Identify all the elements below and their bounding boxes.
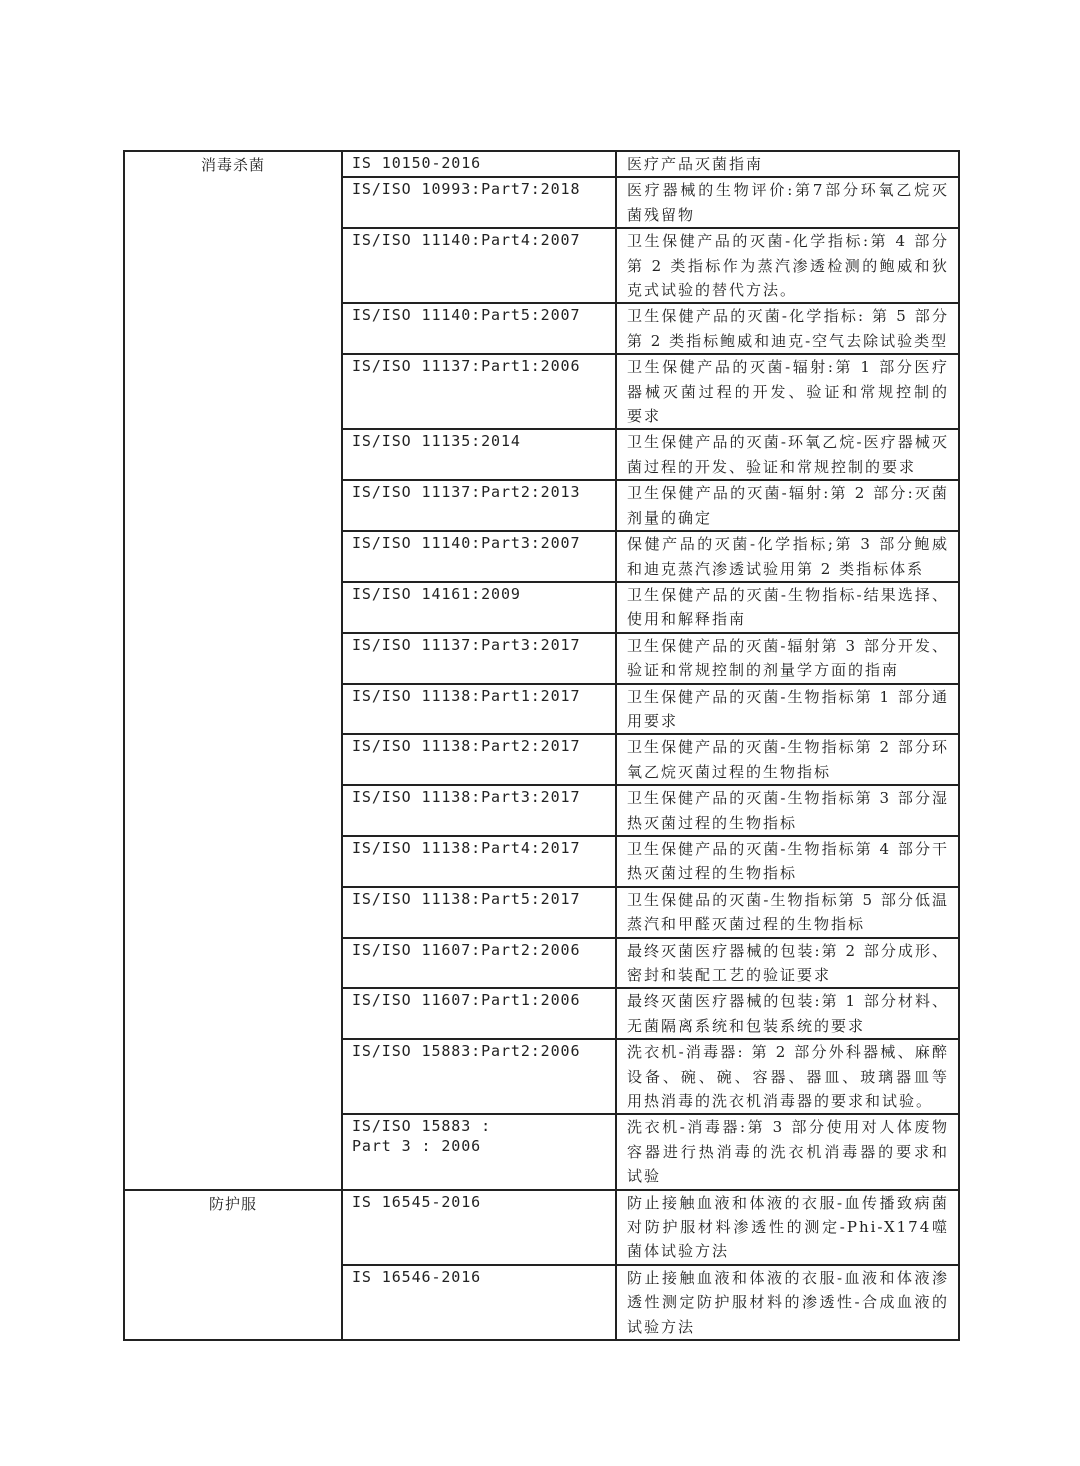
standards-table-body — [124, 151, 959, 1340]
standard-description-cell: 卫生保健产品的灭菌-化学指标:第 4 部分第 2 类指标作为蒸汽渗透检测的鲍威和狄克式试验的替代方法。 — [616, 228, 959, 303]
standard-code-cell: IS/ISO 11138:Part4:2017 — [342, 836, 616, 887]
standard-code-cell: IS/ISO 11137:Part1:2006 — [342, 354, 616, 429]
standard-code-cell: IS/ISO 11607:Part1:2006 — [342, 988, 616, 1039]
standard-description-cell: 防止接触血液和体液的衣服-血液和体液渗透性测定防护服材料的渗透性-合成血液的试验方法 — [616, 1265, 959, 1340]
standard-description-cell: 医疗产品灭菌指南 — [616, 151, 959, 177]
standard-description-cell: 卫生保健品的灭菌-生物指标第 5 部分低温蒸汽和甲醛灭菌过程的生物指标 — [616, 887, 959, 938]
standard-code-cell: IS/ISO 11137:Part2:2013 — [342, 480, 616, 531]
standard-code-cell: IS/ISO 11138:Part2:2017 — [342, 734, 616, 785]
standard-description-cell: 最终灭菌医疗器械的包装:第 1 部分材料、无菌隔离系统和包装系统的要求 — [616, 988, 959, 1039]
standard-code-cell: IS/ISO 15883:Part2:2006 — [342, 1039, 616, 1114]
standard-description-cell: 洗衣机-消毒器:第 3 部分使用对人体废物容器进行热消毒的洗衣机消毒器的要求和试验 — [616, 1114, 959, 1189]
standard-description-cell: 医疗器械的生物评价:第7部分环氧乙烷灭菌残留物 — [616, 177, 959, 228]
standard-description-cell: 卫生保健产品的灭菌-辐射:第 2 部分:灭菌剂量的确定 — [616, 480, 959, 531]
standard-code-cell: IS/ISO 11138:Part1:2017 — [342, 684, 616, 735]
standard-description-cell: 卫生保健产品的灭菌-辐射第 3 部分开发、验证和常规控制的剂量学方面的指南 — [616, 633, 959, 684]
standard-description-cell: 卫生保健产品的灭菌-生物指标-结果选择、使用和解释指南 — [616, 582, 959, 633]
standard-description-cell: 防止接触血液和体液的衣服-血传播致病菌对防护服材料渗透性的测定-Phi-X174噬菌体试验方法 — [616, 1190, 959, 1265]
standard-code-cell: IS/ISO 11140:Part5:2007 — [342, 303, 616, 354]
standard-code-cell: IS/ISO 11138:Part5:2017 — [342, 887, 616, 938]
standard-description-cell: 保健产品的灭菌-化学指标;第 3 部分鲍威和迪克蒸汽渗透试验用第 2 类指标体系 — [616, 531, 959, 582]
standard-description-cell: 卫生保健产品的灭菌-辐射:第 1 部分医疗器械灭菌过程的开发、验证和常规控制的要求 — [616, 354, 959, 429]
standard-description-cell: 卫生保健产品的灭菌-生物指标第 3 部分湿热灭菌过程的生物指标 — [616, 785, 959, 836]
standard-code-cell: IS 10150-2016 — [342, 151, 616, 177]
standard-description-cell: 卫生保健产品的灭菌-化学指标: 第 5 部分第 2 类指标鲍威和迪克-空气去除试验类型 — [616, 303, 959, 354]
standard-description-cell: 卫生保健产品的灭菌-生物指标第 1 部分通用要求 — [616, 684, 959, 735]
standard-code-cell: IS/ISO 10993:Part7:2018 — [342, 177, 616, 228]
category-cell: 消毒杀菌 — [124, 151, 342, 1190]
standard-code-cell: IS/ISO 11138:Part3:2017 — [342, 785, 616, 836]
standard-code-cell: IS 16546-2016 — [342, 1265, 616, 1340]
category-cell: 防护服 — [124, 1190, 342, 1340]
standards-table — [123, 150, 960, 1341]
standard-description-cell: 卫生保健产品的灭菌-生物指标第 2 部分环氧乙烷灭菌过程的生物指标 — [616, 734, 959, 785]
standard-code-cell: IS/ISO 14161:2009 — [342, 582, 616, 633]
standard-code-cell: IS/ISO 11135:2014 — [342, 429, 616, 480]
standard-code-cell: IS 16545-2016 — [342, 1190, 616, 1265]
standard-code-cell: IS/ISO 11607:Part2:2006 — [342, 938, 616, 989]
table-row — [124, 151, 959, 177]
table-row — [124, 1190, 959, 1265]
standard-code-cell: IS/ISO 11140:Part3:2007 — [342, 531, 616, 582]
standard-description-cell: 最终灭菌医疗器械的包装:第 2 部分成形、密封和装配工艺的验证要求 — [616, 938, 959, 989]
standard-description-cell: 洗衣机-消毒器: 第 2 部分外科器械、麻醉设备、碗、碗、容器、器皿、玻璃器皿等用热消毒的洗衣机消毒器的要求和试验。 — [616, 1039, 959, 1114]
standard-code-cell: IS/ISO 11140:Part4:2007 — [342, 228, 616, 303]
standard-code-cell: IS/ISO 15883 : Part 3 : 2006 — [342, 1114, 616, 1189]
standard-code-cell: IS/ISO 11137:Part3:2017 — [342, 633, 616, 684]
standard-description-cell: 卫生保健产品的灭菌-生物指标第 4 部分干热灭菌过程的生物指标 — [616, 836, 959, 887]
standard-description-cell: 卫生保健产品的灭菌-环氧乙烷-医疗器械灭菌过程的开发、验证和常规控制的要求 — [616, 429, 959, 480]
